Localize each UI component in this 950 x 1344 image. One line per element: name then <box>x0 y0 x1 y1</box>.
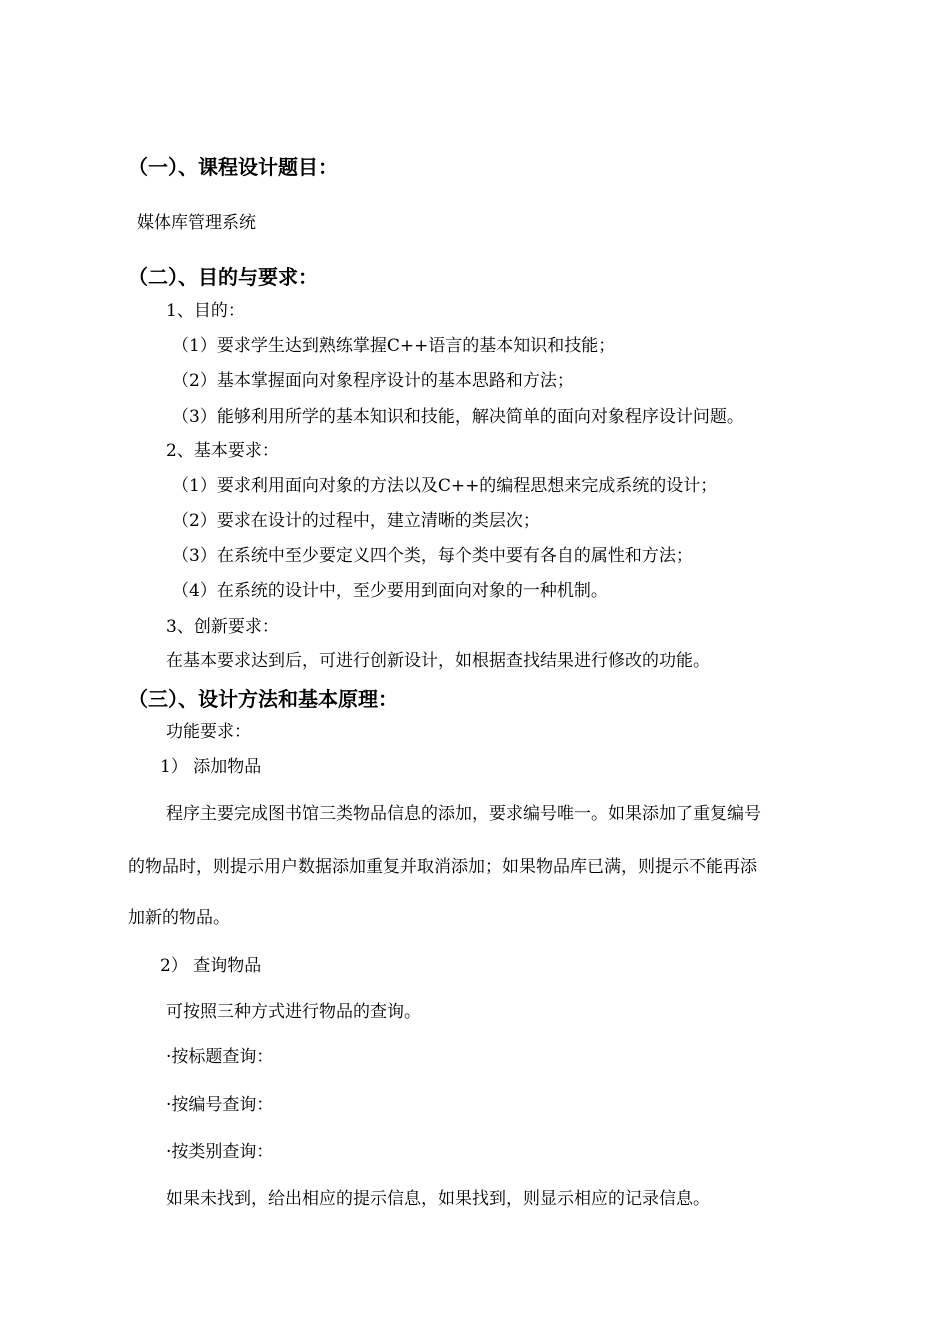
query-option: ·按编号查询： <box>166 1095 274 1115</box>
basic-item: （3）在系统中至少要定义四个类，每个类中要有各自的属性和方法； <box>172 546 693 566</box>
goal-item: （3）能够利用所学的基本知识和技能，解决简单的面向对象程序设计问题。 <box>172 407 744 427</box>
item1-label: 1） 添加物品 <box>160 757 262 777</box>
section2-heading: （二）、目的与要求： <box>128 265 318 289</box>
course-title: 媒体库管理系统 <box>137 213 256 233</box>
section3-heading: （三）、设计方法和基本原理： <box>128 687 398 711</box>
query-option: ·按类别查询： <box>166 1142 274 1162</box>
basic-item: （2）要求在设计的过程中，建立清晰的类层次； <box>172 511 540 531</box>
innovation-label: 3、创新要求： <box>166 617 279 637</box>
goal-label: 1、目的： <box>166 301 245 321</box>
item1-paragraph-line: 的物品时，则提示用户数据添加重复并取消添加；如果物品库已满，则提示不能再添 <box>128 857 757 877</box>
item1-paragraph-line: 程序主要完成图书馆三类物品信息的添加，要求编号唯一。如果添加了重复编号 <box>166 804 761 824</box>
goal-item: （1）要求学生达到熟练掌握C++语言的基本知识和技能； <box>172 336 616 356</box>
query-option: ·按标题查询： <box>166 1047 274 1067</box>
item2-label: 2） 查询物品 <box>160 956 262 976</box>
basic-item: （1）要求利用面向对象的方法以及C++的编程思想来完成系统的设计； <box>172 476 718 496</box>
item2-intro: 可按照三种方式进行物品的查询。 <box>166 1002 421 1022</box>
goal-item: （2）基本掌握面向对象程序设计的基本思路和方法； <box>172 371 574 391</box>
innovation-text: 在基本要求达到后，可进行创新设计，如根据查找结果进行修改的功能。 <box>166 651 710 671</box>
item2-outro: 如果未找到，给出相应的提示信息，如果找到，则显示相应的记录信息。 <box>166 1189 710 1209</box>
basic-label: 2、基本要求： <box>166 441 279 461</box>
section1-heading: （一）、课程设计题目： <box>128 155 338 179</box>
basic-item: （4）在系统的设计中，至少要用到面向对象的一种机制。 <box>172 581 608 601</box>
func-label: 功能要求： <box>166 722 251 742</box>
item1-paragraph-line: 加新的物品。 <box>128 908 230 928</box>
